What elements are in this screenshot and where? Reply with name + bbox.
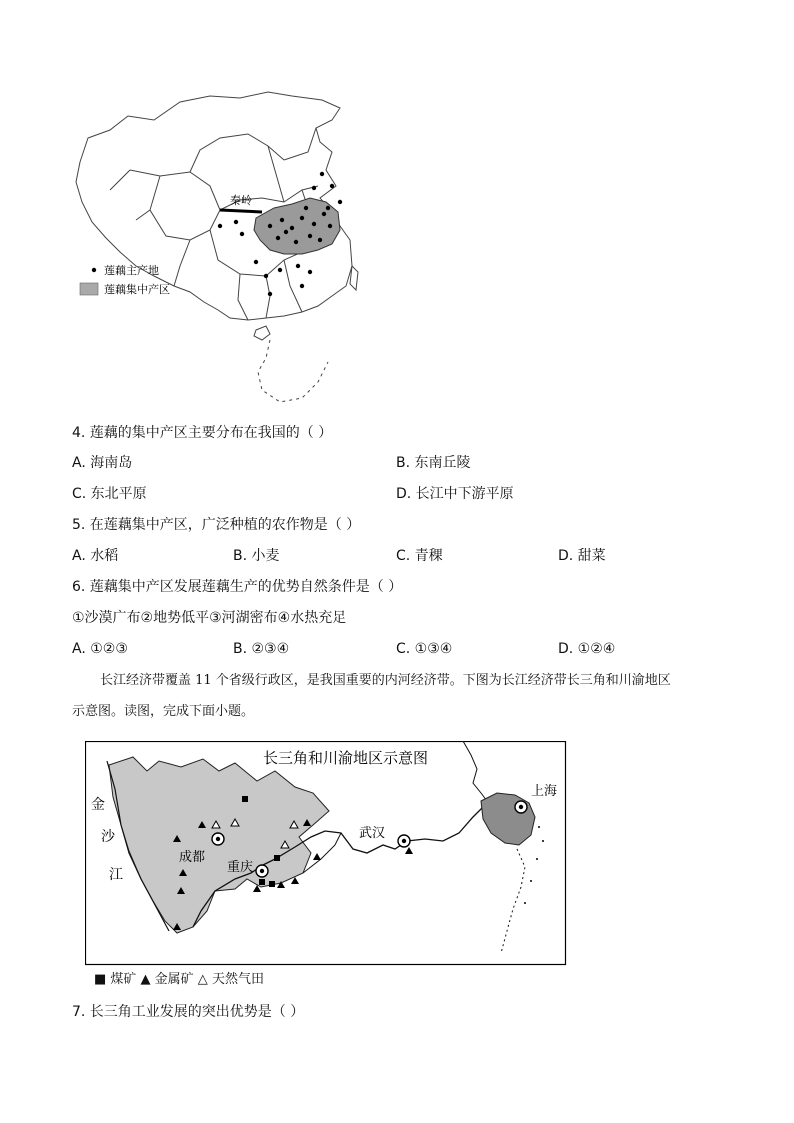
q5-option-c[interactable]: C. 青稞: [396, 548, 443, 564]
q5-option-d[interactable]: D. 甜菜: [558, 548, 606, 564]
question-7-stem: 7. 长三角工业发展的突出优势是（ ）: [72, 1004, 305, 1020]
q6-option-b[interactable]: B. ②③④: [233, 641, 290, 657]
question-5-stem: 5. 在莲藕集中产区，广泛种植的农作物是（ ）: [72, 517, 361, 533]
city-chongqing-label: 重庆: [227, 860, 254, 875]
legend-shade-icon: [80, 283, 98, 295]
intro-line-2: 示意图。读图，完成下面小题。: [72, 704, 255, 719]
q6-option-d[interactable]: D. ①②④: [558, 641, 616, 657]
question-4-stem: 4. 莲藕的集中产区主要分布在我国的（ ）: [72, 425, 333, 441]
jinsha-label-3: 江: [109, 867, 123, 883]
taiwan-outline: [350, 266, 358, 290]
q4-option-b[interactable]: B. 东南丘陵: [396, 455, 471, 471]
city-chengdu-label: 成都: [179, 850, 206, 865]
map2-legend: ■ 煤矿 ▲ 金属矿 △ 天然气田: [94, 972, 264, 987]
q4-option-a[interactable]: A. 海南岛: [72, 455, 133, 471]
intro-line-1: 长江经济带覆盖 11 个省级行政区，是我国重要的内河经济带。下图为长江经济带长三角和川渝地区: [100, 673, 671, 688]
china-lotus-map: [70, 90, 390, 410]
legend-dot-icon: [92, 268, 96, 272]
map2-title: 长三角和川渝地区示意图: [263, 749, 429, 767]
qinling-line: [220, 210, 262, 212]
q6-option-a[interactable]: A. ①②③: [72, 641, 128, 657]
yangtze-region-map: [85, 741, 567, 969]
q5-option-a[interactable]: A. 水稻: [72, 548, 119, 564]
q5-option-b[interactable]: B. 小麦: [233, 548, 280, 564]
q4-option-c[interactable]: C. 东北平原: [72, 486, 147, 502]
legend-shade-label: 莲藕集中产区: [104, 283, 170, 296]
jinsha-label-1: 金: [91, 797, 105, 813]
jinsha-label-2: 沙: [101, 829, 115, 845]
q6-option-c[interactable]: C. ①③④: [396, 641, 453, 657]
legend-dot-label: 莲藕主产地: [104, 264, 159, 277]
question-6-stem: 6. 莲藕集中产区发展莲藕生产的优势自然条件是（ ）: [72, 579, 403, 595]
city-shanghai-label: 上海: [531, 784, 558, 799]
q4-option-d[interactable]: D. 长江中下游平原: [396, 486, 514, 502]
city-wuhan-label: 武汉: [359, 826, 386, 841]
qinling-label: 秦岭: [230, 194, 252, 207]
question-6-statements: ①沙漠广布②地势低平③河湖密布④水热充足: [72, 610, 347, 626]
hainan-outline: [254, 326, 270, 340]
